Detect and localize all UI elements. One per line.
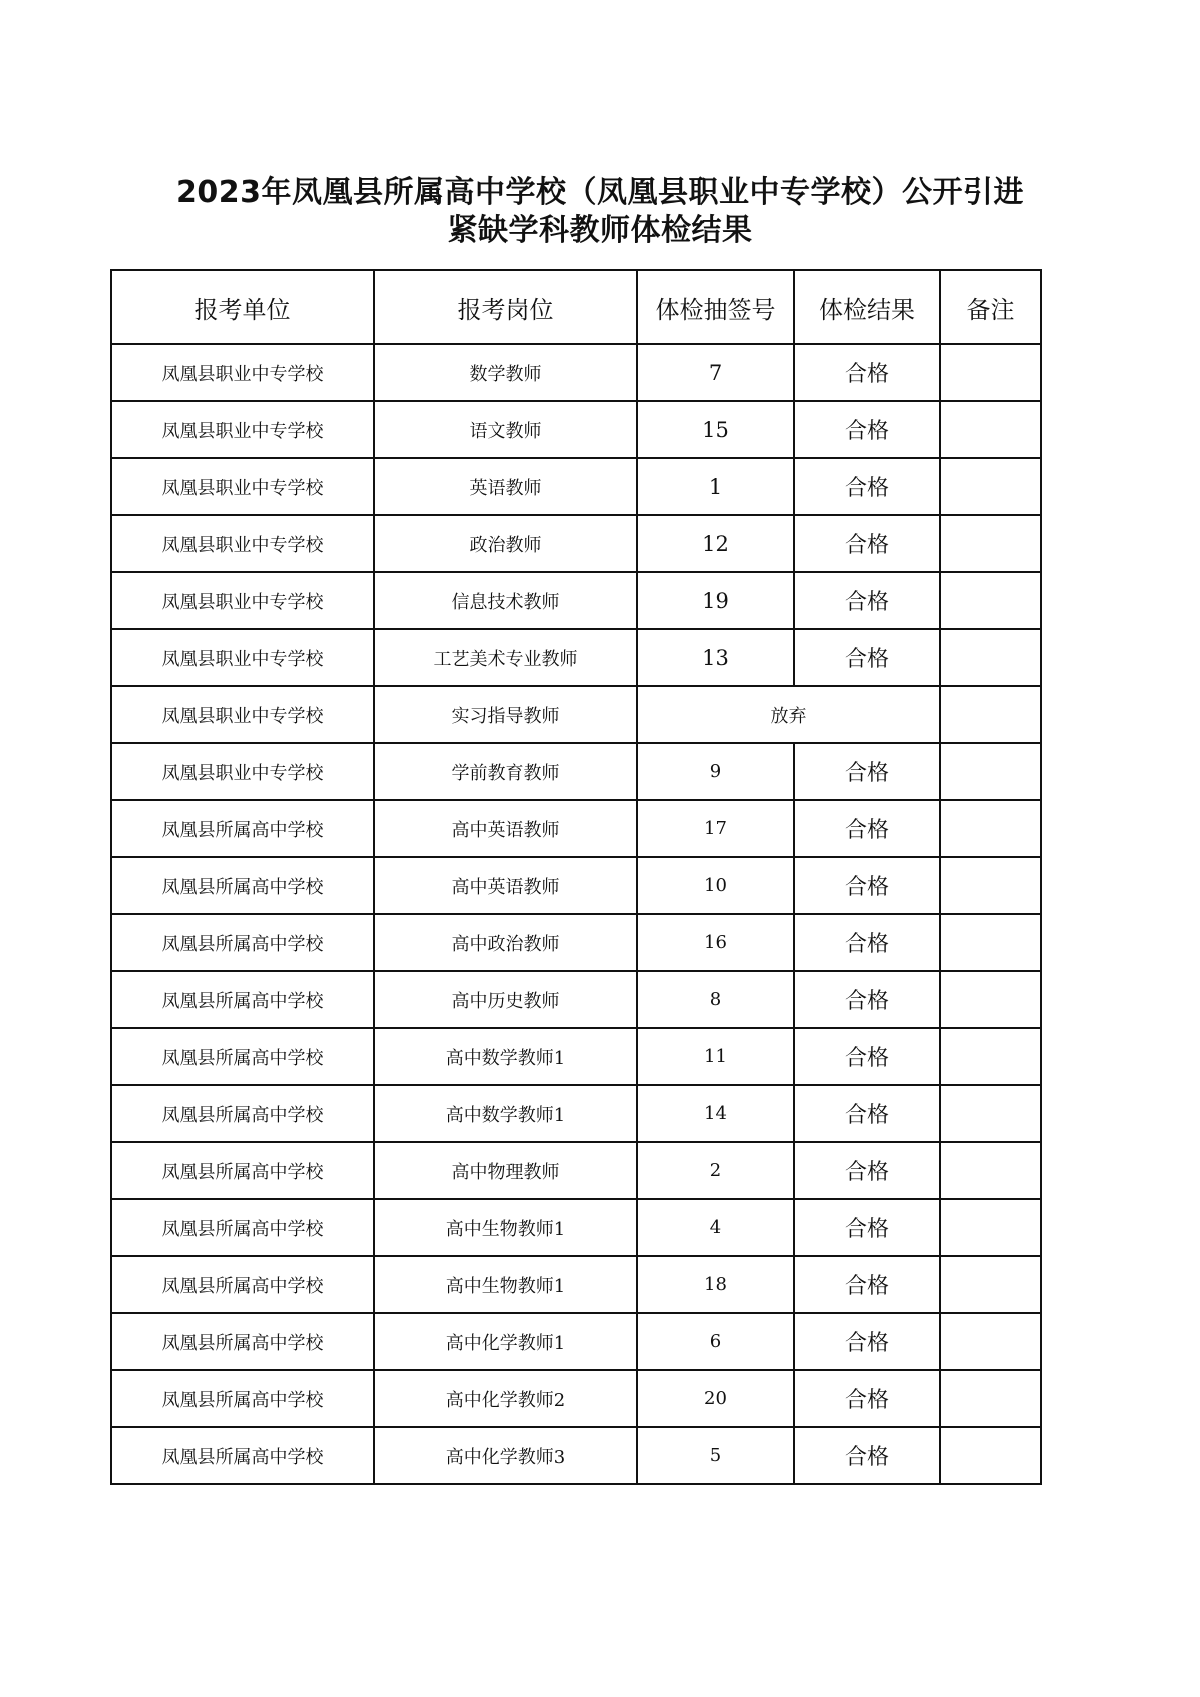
table-header-row bbox=[111, 270, 1041, 344]
header-post: 报考岗位 bbox=[374, 270, 637, 344]
cell-post: 政治教师 bbox=[374, 515, 637, 572]
cell-post: 学前教育教师 bbox=[374, 743, 637, 800]
cell-draw-number: 10 bbox=[637, 857, 794, 914]
cell-draw-number: 4 bbox=[637, 1199, 794, 1256]
cell-result: 合格 bbox=[794, 1427, 940, 1484]
table-row bbox=[111, 1256, 1041, 1313]
cell-unit: 凤凰县所属高中学校 bbox=[111, 1028, 374, 1085]
table-row bbox=[111, 572, 1041, 629]
cell-unit: 凤凰县所属高中学校 bbox=[111, 914, 374, 971]
cell-result: 合格 bbox=[794, 458, 940, 515]
cell-result: 合格 bbox=[794, 914, 940, 971]
cell-post: 语文教师 bbox=[374, 401, 637, 458]
cell-post: 高中历史教师 bbox=[374, 971, 637, 1028]
cell-note bbox=[940, 1313, 1041, 1370]
cell-note bbox=[940, 1199, 1041, 1256]
cell-result: 合格 bbox=[794, 344, 940, 401]
cell-note bbox=[940, 572, 1041, 629]
cell-note bbox=[940, 971, 1041, 1028]
cell-post: 高中物理教师 bbox=[374, 1142, 637, 1199]
cell-note bbox=[940, 686, 1041, 743]
document-title-line-1: 2023年凤凰县所属高中学校（凤凰县职业中专学校）公开引进 bbox=[176, 175, 1024, 210]
table-row bbox=[111, 401, 1041, 458]
cell-post: 工艺美术专业教师 bbox=[374, 629, 637, 686]
cell-unit: 凤凰县职业中专学校 bbox=[111, 572, 374, 629]
cell-result: 合格 bbox=[794, 572, 940, 629]
cell-note bbox=[940, 458, 1041, 515]
cell-draw-number: 9 bbox=[637, 743, 794, 800]
table-body bbox=[111, 344, 1041, 1484]
cell-post: 数学教师 bbox=[374, 344, 637, 401]
cell-note bbox=[940, 515, 1041, 572]
cell-unit: 凤凰县所属高中学校 bbox=[111, 1256, 374, 1313]
table-row bbox=[111, 458, 1041, 515]
cell-post: 高中数学教师1 bbox=[374, 1028, 637, 1085]
cell-draw-number: 1 bbox=[637, 458, 794, 515]
cell-note bbox=[940, 629, 1041, 686]
table-row bbox=[111, 857, 1041, 914]
cell-unit: 凤凰县职业中专学校 bbox=[111, 401, 374, 458]
cell-result: 合格 bbox=[794, 1313, 940, 1370]
header-note: 备注 bbox=[940, 270, 1041, 344]
cell-result: 合格 bbox=[794, 1085, 940, 1142]
cell-unit: 凤凰县所属高中学校 bbox=[111, 857, 374, 914]
cell-draw-number: 17 bbox=[637, 800, 794, 857]
cell-post: 高中数学教师1 bbox=[374, 1085, 637, 1142]
cell-result: 合格 bbox=[794, 743, 940, 800]
cell-unit: 凤凰县职业中专学校 bbox=[111, 686, 374, 743]
exam-results-table bbox=[110, 269, 1042, 1485]
cell-draw-number: 6 bbox=[637, 1313, 794, 1370]
cell-note bbox=[940, 1085, 1041, 1142]
cell-post: 高中政治教师 bbox=[374, 914, 637, 971]
cell-result: 合格 bbox=[794, 1370, 940, 1427]
cell-note bbox=[940, 914, 1041, 971]
cell-post: 高中化学教师2 bbox=[374, 1370, 637, 1427]
cell-unit: 凤凰县所属高中学校 bbox=[111, 1199, 374, 1256]
cell-note bbox=[940, 1142, 1041, 1199]
cell-result: 合格 bbox=[794, 1142, 940, 1199]
cell-note bbox=[940, 743, 1041, 800]
cell-note bbox=[940, 1256, 1041, 1313]
cell-post: 高中生物教师1 bbox=[374, 1256, 637, 1313]
cell-unit: 凤凰县职业中专学校 bbox=[111, 743, 374, 800]
cell-unit: 凤凰县所属高中学校 bbox=[111, 1427, 374, 1484]
cell-note bbox=[940, 1028, 1041, 1085]
table-row bbox=[111, 515, 1041, 572]
cell-draw-number: 18 bbox=[637, 1256, 794, 1313]
table-row bbox=[111, 971, 1041, 1028]
cell-draw-number: 20 bbox=[637, 1370, 794, 1427]
cell-draw-number: 16 bbox=[637, 914, 794, 971]
cell-result: 合格 bbox=[794, 1256, 940, 1313]
table-row bbox=[111, 743, 1041, 800]
header-draw-number: 体检抽签号 bbox=[637, 270, 794, 344]
cell-unit: 凤凰县所属高中学校 bbox=[111, 1313, 374, 1370]
table-row bbox=[111, 1427, 1041, 1484]
cell-draw-number: 5 bbox=[637, 1427, 794, 1484]
cell-result: 合格 bbox=[794, 1028, 940, 1085]
cell-draw-number: 11 bbox=[637, 1028, 794, 1085]
cell-unit: 凤凰县职业中专学校 bbox=[111, 458, 374, 515]
cell-result: 合格 bbox=[794, 401, 940, 458]
cell-unit: 凤凰县所属高中学校 bbox=[111, 971, 374, 1028]
cell-result: 合格 bbox=[794, 1199, 940, 1256]
cell-result: 合格 bbox=[794, 971, 940, 1028]
cell-status-merged: 放弃 bbox=[637, 686, 940, 743]
cell-note bbox=[940, 1427, 1041, 1484]
cell-draw-number: 13 bbox=[637, 629, 794, 686]
cell-unit: 凤凰县所属高中学校 bbox=[111, 1370, 374, 1427]
cell-post: 高中英语教师 bbox=[374, 800, 637, 857]
cell-unit: 凤凰县职业中专学校 bbox=[111, 515, 374, 572]
table-row bbox=[111, 1028, 1041, 1085]
table-row bbox=[111, 1085, 1041, 1142]
cell-post: 高中化学教师1 bbox=[374, 1313, 637, 1370]
table-row bbox=[111, 1142, 1041, 1199]
table-row bbox=[111, 344, 1041, 401]
cell-unit: 凤凰县所属高中学校 bbox=[111, 1142, 374, 1199]
table-row bbox=[111, 914, 1041, 971]
table-row bbox=[111, 629, 1041, 686]
cell-note bbox=[940, 1370, 1041, 1427]
cell-draw-number: 2 bbox=[637, 1142, 794, 1199]
cell-draw-number: 14 bbox=[637, 1085, 794, 1142]
cell-post: 高中化学教师3 bbox=[374, 1427, 637, 1484]
cell-draw-number: 19 bbox=[637, 572, 794, 629]
cell-post: 高中英语教师 bbox=[374, 857, 637, 914]
cell-post: 实习指导教师 bbox=[374, 686, 637, 743]
cell-draw-number: 7 bbox=[637, 344, 794, 401]
cell-draw-number: 12 bbox=[637, 515, 794, 572]
cell-draw-number: 8 bbox=[637, 971, 794, 1028]
cell-result: 合格 bbox=[794, 629, 940, 686]
cell-unit: 凤凰县职业中专学校 bbox=[111, 344, 374, 401]
table-row bbox=[111, 1313, 1041, 1370]
cell-unit: 凤凰县职业中专学校 bbox=[111, 629, 374, 686]
table-row bbox=[111, 686, 1041, 743]
cell-post: 高中生物教师1 bbox=[374, 1199, 637, 1256]
cell-unit: 凤凰县所属高中学校 bbox=[111, 800, 374, 857]
table-row bbox=[111, 1199, 1041, 1256]
cell-unit: 凤凰县所属高中学校 bbox=[111, 1085, 374, 1142]
cell-draw-number: 15 bbox=[637, 401, 794, 458]
document-title-line-2: 紧缺学科教师体检结果 bbox=[447, 213, 753, 248]
header-unit: 报考单位 bbox=[111, 270, 374, 344]
cell-note bbox=[940, 800, 1041, 857]
table-row bbox=[111, 1370, 1041, 1427]
cell-note bbox=[940, 401, 1041, 458]
cell-post: 英语教师 bbox=[374, 458, 637, 515]
table-row bbox=[111, 800, 1041, 857]
header-result: 体检结果 bbox=[794, 270, 940, 344]
cell-result: 合格 bbox=[794, 515, 940, 572]
cell-result: 合格 bbox=[794, 800, 940, 857]
cell-result: 合格 bbox=[794, 857, 940, 914]
cell-post: 信息技术教师 bbox=[374, 572, 637, 629]
cell-note bbox=[940, 344, 1041, 401]
cell-note bbox=[940, 857, 1041, 914]
